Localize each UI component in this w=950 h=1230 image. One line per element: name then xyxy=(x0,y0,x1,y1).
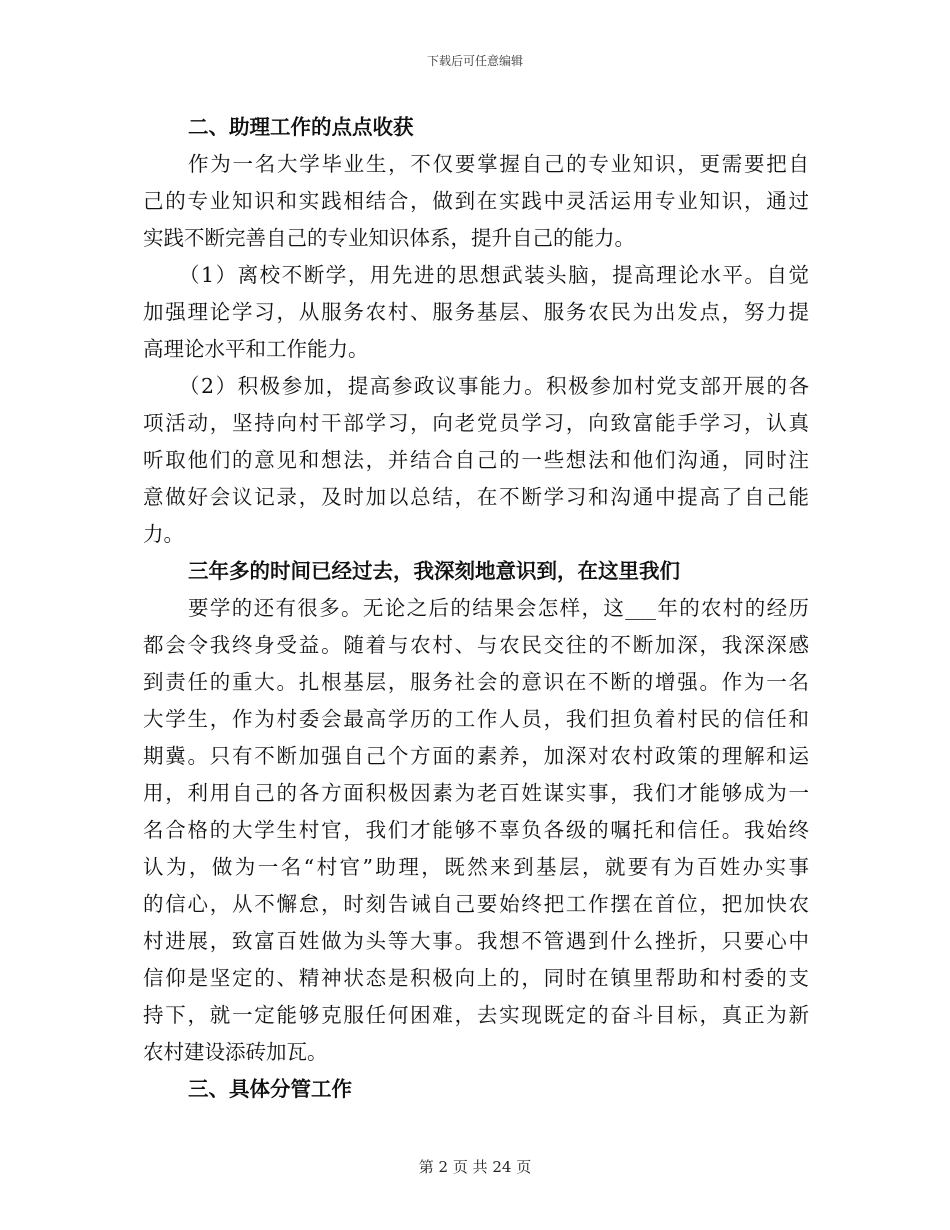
text-line: 名合格的大学生村官，我们才能够不辜负各级的嘱托和信任。我始终 xyxy=(143,818,809,842)
text-line: 高理论水平和工作能力。 xyxy=(143,337,369,361)
text-line: 持下，就一定能够克服任何困难，去实现既定的奋斗目标，真正为新 xyxy=(143,1003,809,1027)
text-line: 认为，做为一名“村官”助理，既然来到基层，就要有为百姓办实事 xyxy=(143,855,809,879)
bold-lead-line: 三年多的时间已经过去，我深刻地意识到，在这里我们 xyxy=(188,559,680,583)
text-line: （2）积极参加，提高参政议事能力。积极参加村党支部开展的各 xyxy=(179,374,809,398)
paragraph xyxy=(143,590,809,1071)
paragraph xyxy=(143,257,809,368)
text-line: 听取他们的意见和想法，并结合自己的一些想法和他们沟通，同时注 xyxy=(143,448,809,472)
text-line: 信仰是坚定的、精神状态是积极向上的，同时在镇里帮助和村委的支 xyxy=(143,966,809,990)
page-header-note: 下载后可任意编辑 xyxy=(426,54,523,68)
text-line: 都会令我终身受益。随着与农村、与农民交往的不断加深，我深深感 xyxy=(143,633,809,657)
text-line: 实践不断完善自己的专业知识体系，提升自己的能力。 xyxy=(143,226,635,250)
text-line: 用，利用自己的各方面积极因素为老百姓谋实事，我们才能够成为一 xyxy=(143,781,809,805)
section-heading: 三、具体分管工作 xyxy=(188,1077,352,1101)
section-heading: 二、助理工作的点点收获 xyxy=(188,115,414,139)
text-line: 己的专业知识和实践相结合，做到在实践中灵活运用专业知识，通过 xyxy=(143,189,809,213)
text-line: 力。 xyxy=(143,522,184,546)
text-line: 的信心，从不懈怠，时刻告诫自己要始终把工作摆在首位，把加快农 xyxy=(143,892,809,916)
paragraph xyxy=(143,146,809,257)
text-line: 期冀。只有不断加强自己个方面的素养，加深对农村政策的理解和运 xyxy=(143,744,809,768)
text-line: 作为一名大学毕业生，不仅要掌握自己的专业知识，更需要把自 xyxy=(188,152,809,176)
document-body xyxy=(143,109,809,1108)
text-line: （1）离校不断学，用先进的思想武装头脑，提高理论水平。自觉 xyxy=(179,263,809,287)
text-line: 大学生，作为村委会最高学历的工作人员，我们担负着村民的信任和 xyxy=(143,707,809,731)
text-line: 项活动，坚持向村干部学习，向老党员学习，向致富能手学习，认真 xyxy=(143,411,809,435)
text-line: 意做好会议记录，及时加以总结，在不断学习和沟通中提高了自己能 xyxy=(143,485,809,509)
paragraph xyxy=(143,368,809,553)
text-line: 到责任的重大。扎根基层，服务社会的意识在不断的增强。作为一名 xyxy=(143,670,809,694)
page-number: 第 2 页 共 24 页 xyxy=(418,1158,532,1176)
text-line: 村进展，致富百姓做为头等大事。我想不管遇到什么挫折，只要心中 xyxy=(143,929,809,953)
text-line: 加强理论学习，从服务农村、服务基层、服务农民为出发点，努力提 xyxy=(143,300,809,324)
text-line: 农村建设添砖加瓦。 xyxy=(143,1040,328,1064)
text-line: 要学的还有很多。无论之后的结果会怎样，这___年的农村的经历 xyxy=(188,596,809,620)
